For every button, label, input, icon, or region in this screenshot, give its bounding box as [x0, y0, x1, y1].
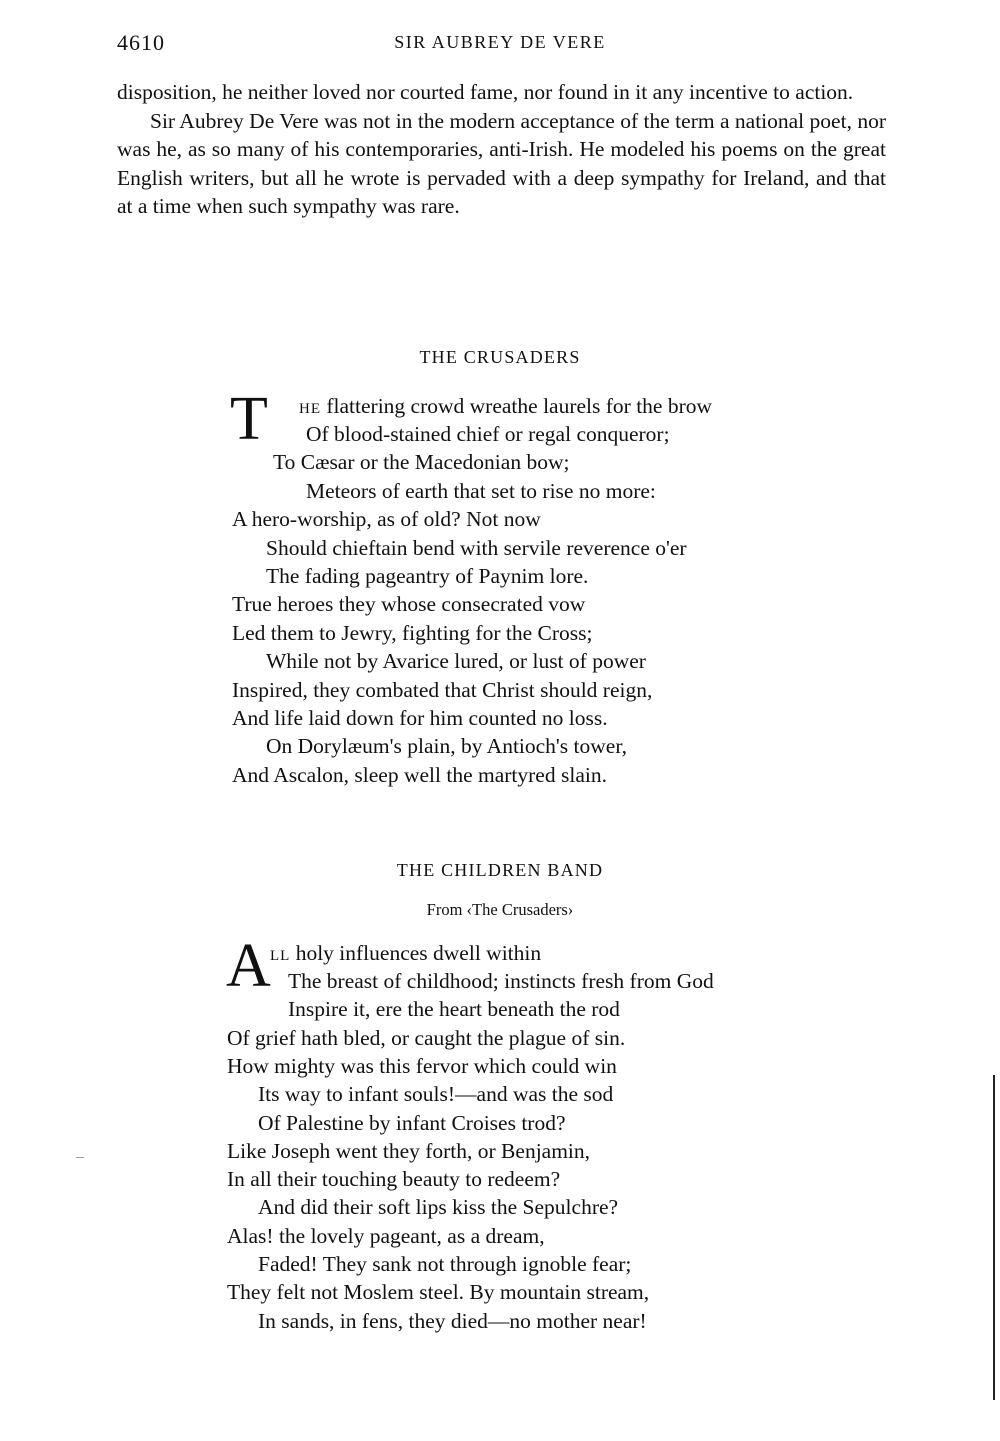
- poem-line: How mighty was this fervor which could win: [227, 1053, 617, 1078]
- prose-section: [117, 78, 886, 221]
- poem-line: Alas! the lovely pageant, as a dream,: [227, 1223, 545, 1248]
- scan-artifact: [76, 1157, 84, 1158]
- poem-line: Of blood-stained chief or regal conqueror;: [306, 422, 670, 446]
- poem-subtitle: From ‹The Crusaders›: [426, 900, 574, 919]
- poem-title: THE CRUSADERS: [419, 347, 581, 367]
- poem-line: [270, 941, 541, 966]
- page-number: 4610: [117, 30, 165, 55]
- poem-line: Should chieftain bend with servile reverence o'er: [266, 535, 687, 560]
- poem-line: The fading pageantry of Paynim lore.: [266, 564, 589, 588]
- poem-title: THE CHILDREN BAND: [396, 860, 604, 880]
- drop-cap: A: [226, 932, 271, 1000]
- poem-line: [299, 394, 712, 419]
- small-caps: HE: [299, 401, 321, 417]
- prose-paragraph: disposition, he neither loved nor courted fame, nor found in it any incentive to action.: [117, 80, 854, 104]
- poem-line: And Ascalon, sleep well the martyred slain.: [232, 762, 607, 787]
- poem-line: While not by Avarice lured, or lust of power: [266, 649, 646, 674]
- poem-line: A hero-worship, as of old? Not now: [232, 507, 541, 532]
- poem-line: Inspire it, ere the heart beneath the rod: [288, 997, 620, 1022]
- poem-line: In sands, in fens, they died—no mother near!: [258, 1308, 647, 1333]
- poem-line: Inspired, they combated that Christ should reign,: [232, 677, 653, 702]
- poem-line: And did their soft lips kiss the Sepulchre?: [258, 1195, 619, 1220]
- prose-paragraph: Sir Aubrey De Vere was not in the modern acceptance of the term a national poet, nor was he, as so many of his contemporaries, anti-Irish. He modeled his poems on the great English writers, but all he wrote is pervaded with a deep sympathy for Ireland, and that at a time when such sympathy was rare.: [117, 108, 886, 219]
- poem-line: They felt not Moslem steel. By mountain stream,: [227, 1280, 650, 1305]
- poem-line: And life laid down for him counted no loss.: [232, 706, 608, 730]
- scan-artifact: [993, 1075, 995, 1400]
- poem-line: The breast of childhood; instincts fresh from God: [288, 969, 714, 993]
- drop-cap: T: [230, 385, 268, 453]
- small-caps: LL: [270, 948, 291, 964]
- running-title: SIR AUBREY DE VERE: [394, 32, 606, 52]
- poem-line: Faded! They sank not through ignoble fear;: [258, 1252, 632, 1276]
- poem-line: Its way to infant souls!—and was the sod: [258, 1082, 614, 1107]
- poem-line: True heroes they whose consecrated vow: [232, 592, 586, 617]
- line-text: flattering crowd wreathe laurels for the brow: [321, 394, 713, 418]
- poem-line: Led them to Jewry, fighting for the Cross;: [232, 620, 593, 645]
- poem-line: Meteors of earth that set to rise no more:: [306, 478, 656, 503]
- poem-line: To Cæsar or the Macedonian bow;: [273, 450, 570, 475]
- poem-line: In all their touching beauty to redeem?: [227, 1167, 561, 1192]
- poem-line: Of grief hath bled, or caught the plague of sin.: [227, 1025, 626, 1050]
- poem-line: Like Joseph went they forth, or Benjamin,: [227, 1138, 591, 1163]
- poem-line: Of Palestine by infant Croises trod?: [258, 1110, 566, 1135]
- line-text: holy influences dwell within: [290, 941, 542, 965]
- poem-line: On Dorylæum's plain, by Antioch's tower,: [266, 734, 628, 759]
